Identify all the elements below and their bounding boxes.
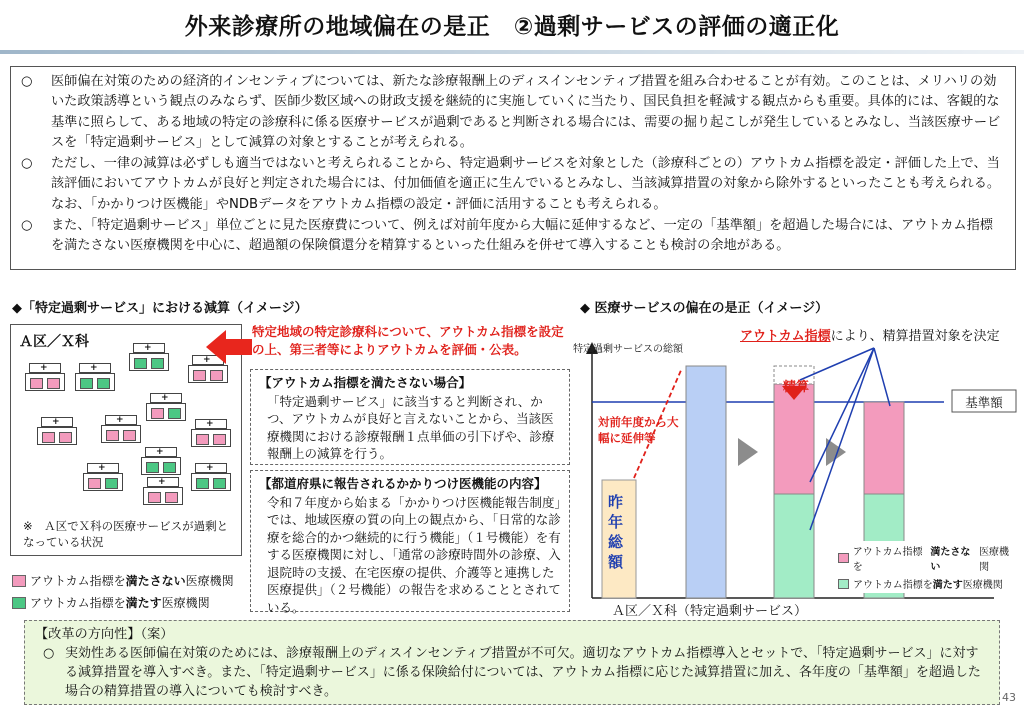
outcome-caption: アウトカム指標により、精算措置対象を決定 <box>740 329 1000 344</box>
clinic-icon: + <box>37 417 77 445</box>
area-note: ※ Ａ区でＸ科の医療サービスが過剰となっている状況 <box>23 519 229 549</box>
chart-legend <box>836 541 1020 593</box>
clinic-icon: + <box>83 463 123 491</box>
chart-legend-green: アウトカム指標を 満たす 医療機関 <box>838 576 1018 591</box>
baseline-label: 基準額 <box>965 395 1003 410</box>
legend-pink: アウトカム指標を 満たさない 医療機関 <box>12 572 234 589</box>
reform-heading: 【改革の方向性】（案） <box>35 627 174 642</box>
left-arrow-icon <box>206 330 252 364</box>
right-heading: ◆ 医療サービスの偏在の是正（イメージ） <box>580 301 829 316</box>
clinic-icon: + <box>141 447 181 475</box>
legend-green: アウトカム指標を 満たす 医療機関 <box>12 594 210 611</box>
clinic-icon: + <box>191 463 231 491</box>
page-title: 外来診療所の地域偏在の是正 ②過剰サービスの評価の適正化 <box>184 14 840 40</box>
penalty-box: 【アウトカム指標を満たさない場合】 「特定過剰サービス」に該当すると判断され、かつ、アウトカムが良好と言えないことから、当該医療機関における診療報酬１点単価の引下げや、診療報酬上の減算を行う。 <box>250 369 570 465</box>
summary-box <box>10 66 1016 270</box>
clinic-icon: + <box>143 477 183 505</box>
page-number: 43 <box>1002 691 1016 704</box>
x-axis-label: Ａ区／Ｘ科（特定過剰サービス） <box>612 604 808 619</box>
bullet-1: ○ 医師偏在対策のための経済的インセンティブについては、新たな診療報酬上のディスインセンティブ措置を組み合わせることが有効。このことは、メリハリの効いた政策誘導という観点のみならず、医師少数区域への財政支援を継続的に実施していくに当たり、国民負担を軽減する観点からも重要。具体的には、客観的な基準に照らして、ある地域の特定の診療科に係る医療サービスが過剰であると判断される場合には、需要の掘り起こしが発生しているとみなし、当該医療サービスを「特定過剰サービス」として減算の対象とすることが考えられる。 <box>21 74 1001 150</box>
evaluation-note: 特定地域の特定診療科について、アウトカム指標を設定の上、第三者等によりアウトカムを評価・公表。 <box>252 324 564 357</box>
clinic-icon: + <box>146 393 186 421</box>
bullet-3: ○ また、「特定過剰サービス」単位ごとに見た医療費について、例えば対前年度から大幅に延伸するなど、一定の「基準額」を超過した場合には、アウトカム指標を満たさない医療機関を中心に、超過額の保険償還分を精算するといった仕組みを併せて導入することも検討の余地がある。 <box>21 218 993 254</box>
area-label: Ａ区／Ｘ科 <box>19 334 89 350</box>
clinic-icon: + <box>129 343 169 371</box>
reform-bullet: ○ 実効性ある医師偏在対策のためには、診療報酬上のディスインセンティブ措置が不可欠。適切なアウトカム指標導入とセットで、「特定過剰サービス」に対する減算措置を導入すべき。また、「特定過剰サービス」に係る保険給付については、アウトカム指標に応じた減算措置に加え、各年度の「基準額」を超過した場合の精算措置の導入についても検討すべき。 <box>43 646 981 699</box>
left-heading: ◆「特定過剰サービス」における減算（イメージ） <box>12 301 308 316</box>
growth-label: 対前年度から大幅に延伸等 <box>598 415 679 445</box>
reform-box <box>24 620 1000 705</box>
clinic-icon: + <box>101 415 141 443</box>
clinic-icon: + <box>188 355 228 383</box>
chart-legend-pink: アウトカム指標を 満たさない 医療機関 <box>838 543 1018 573</box>
clinic-icon: + <box>75 363 115 391</box>
outcome-link: アウトカム指標 <box>740 329 831 344</box>
y-axis-label: 特定過剰サービスの総額 <box>573 344 683 355</box>
last-year-label: 昨年総額 <box>608 493 624 571</box>
bullet-2: ○ ただし、一律の減算は必ずしも適当ではないと考えられることから、特定過剰サービスを対象とした（診療科ごとの）アウトカム指標を設定・評価した上で、当該評価においてアウトカムが良好と判定された場合には、付加価値を適正に生んでいるとみなし、当該減算措置の対象から除外するといったことも考えられる。なお、「かかりつけ医機能」やNDBデータをアウトカム指標の設定・評価に活用することも考えられる。 <box>21 156 1001 212</box>
title-rule <box>0 50 1024 54</box>
settle-label: 精算 <box>782 380 809 395</box>
clinic-icon: + <box>191 419 231 447</box>
family-doctor-box: 【都道府県に報告されるかかりつけ医機能の内容】 令和７年度から始まる「かかりつけ医機能報告制度」では、地域医療の質の向上の観点から、「日常的な診療を総合的かつ継続的に行う機能」（１号機能）を有する医療機関に対し、「通常の診療時間外の診療、入退院時の支援、在宅医療の提供、介護等と連携した医療提供」（２号機能）の報告を求めることとされている。 <box>250 470 570 612</box>
clinic-icon: + <box>25 363 65 391</box>
